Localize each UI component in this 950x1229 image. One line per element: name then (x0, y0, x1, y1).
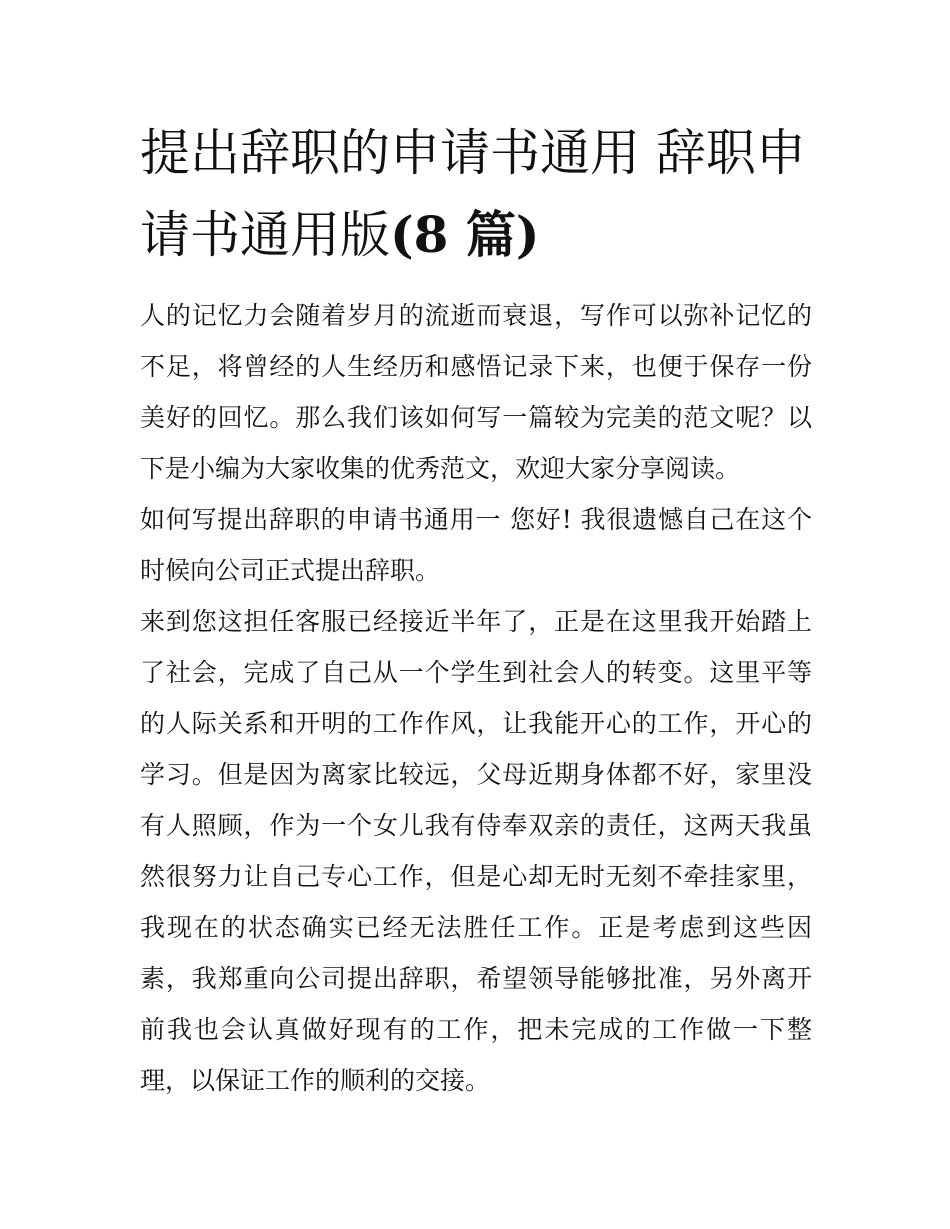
title-main: 提出辞职的申请书通用 辞职申请书通用版 (140, 124, 806, 264)
title-count: (8 篇) (390, 205, 540, 264)
document-title (140, 112, 812, 276)
document-page (140, 112, 812, 1106)
intro-paragraph: 人的记忆力会随着岁月的流逝而衰退，写作可以弥补记忆的不足，将曾经的人生经历和感悟记录下来，也便于保存一份美好的回忆。那么我们该如何写一篇较为完美的范文呢？以下是小编为大家收集的优秀范文，欢迎大家分享阅读。 (140, 301, 812, 483)
document-body (140, 290, 812, 1106)
body-paragraph: 来到您这担任客服已经接近半年了，正是在这里我开始踏上了社会，完成了自己从一个学生到社会人的转变。这里平等的人际关系和开明的工作作风，让我能开心的工作，开心的学习。但是因为离家比较远，父母近期身体都不好，家里没有人照顾，作为一个女儿我有侍奉双亲的责任，这两天我虽然很努力让自己专心工作，但是心却无时无刻不牵挂家里，我现在的状态确实已经无法胜任工作。正是考虑到这些因素，我郑重向公司提出辞职，希望领导能够批准，另外离开前我也会认真做好现有的工作，把未完成的工作做一下整理，以保证工作的顺利的交接。 (140, 607, 812, 1095)
greeting-paragraph: 如何写提出辞职的申请书通用一 您好! 我很遗憾自己在这个时候向公司正式提出辞职。 (140, 505, 812, 585)
